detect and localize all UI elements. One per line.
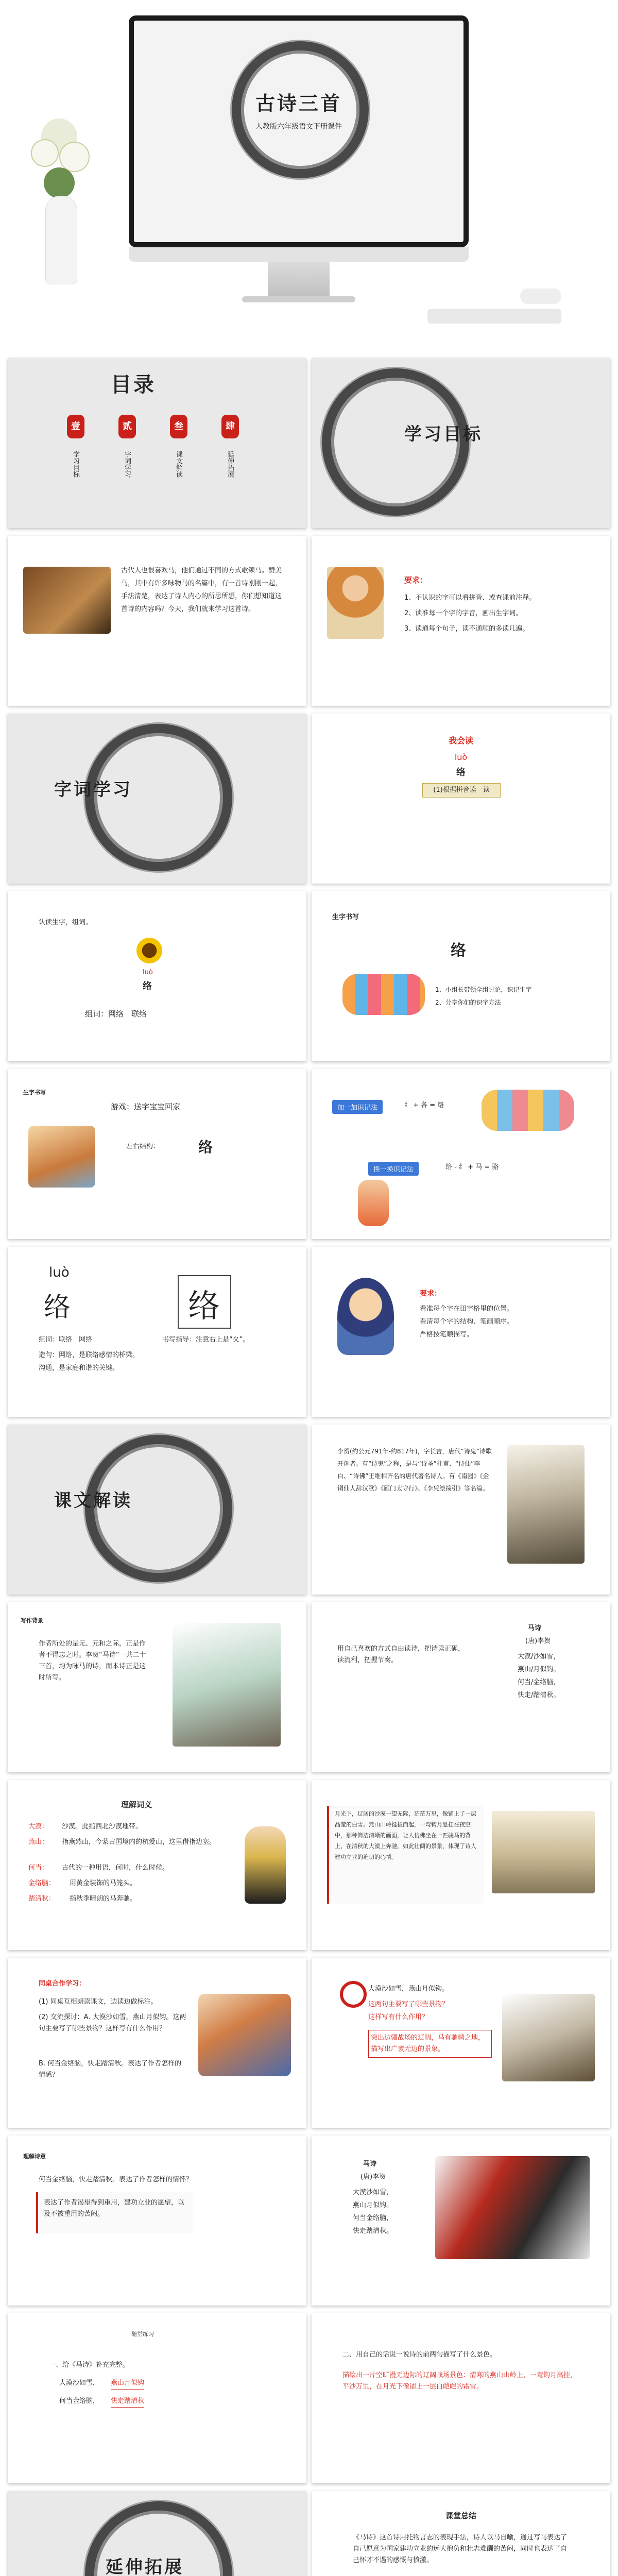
slide-tip: [312, 1247, 610, 1417]
slide-goal-section: [312, 358, 610, 528]
practice-l1b[interactable]: 燕山月似钩: [111, 2378, 144, 2389]
slide-goals: [312, 536, 610, 706]
slide-practice: [8, 2313, 306, 2483]
toc-seal-2: 贰: [118, 415, 136, 438]
game-left: 左右结构：: [126, 1143, 160, 1150]
group-head: 同桌合作学习：: [39, 1980, 86, 1988]
keyboard: [427, 309, 561, 324]
girl-image: [337, 1278, 394, 1355]
poem2-title: 马诗: [363, 2160, 377, 2168]
poem2-author: (唐)李贺: [360, 2173, 386, 2181]
word-learn-head: 我会读: [448, 736, 473, 745]
emotion-q: 何当金络脑，快走踏清秋。表达了作者怎样的情怀？: [39, 2176, 193, 2183]
method-eq-2: 络 - 纟 + 马 = 骆: [445, 1163, 499, 1171]
slide-word-card: [8, 891, 306, 1061]
group-2: (2) 交流探讨：A. 大漠沙如雪，燕山月似钩。这两句主要写了哪些景物？这样写有什么作用？: [39, 2013, 186, 2032]
question-answer: 突出边疆战场的辽阔，马有驰骋之地，描写出广袤无边的景象。: [368, 2030, 492, 2058]
slide-practice2: [312, 2313, 610, 2483]
question-line: 大漠沙如雪，燕山月似钩。: [368, 1985, 449, 1993]
poem2-line-1: 大漠沙如雪，: [353, 2189, 393, 2196]
poem-title: 马诗: [528, 1624, 542, 1632]
char-note: 书写指导：注意右上是“夂”。: [162, 1336, 250, 1344]
tip-1: 看准每个字在田字格里的位置。: [420, 1305, 514, 1313]
slide-ext-section: [8, 2491, 306, 2576]
question-ring: [340, 1981, 367, 2008]
emotion-head: 理解诗意: [23, 2153, 46, 2160]
bg-text: 作者所处的是元、元和之际，正是作者不得志之时。李贺“马诗”一共二十三首，均为咏马的诗，而本诗正是这时所写。: [39, 1640, 146, 1682]
section-title: 延伸拓展: [106, 2557, 184, 2576]
question-q2: 这样写有什么作用？: [368, 2013, 429, 2021]
section-title: 课文解读: [54, 1490, 132, 1511]
word-card-hint: 认读生字，组词。: [39, 919, 93, 926]
poet-portrait: [507, 1445, 585, 1564]
poem-line-2: 燕山/月似钩。: [518, 1666, 560, 1673]
slide-char-big: [8, 1247, 306, 1417]
cover-title: 古诗三首: [255, 92, 342, 115]
explain-k-5: 踏清秋：: [28, 1895, 56, 1903]
poem-line-3: 何当/金络脑，: [518, 1679, 560, 1686]
method-button-1[interactable]: 加一加识记法: [332, 1100, 383, 1114]
practice2-answer: 描绘出一片空旷漫无边际的辽阔战场景色：清寒的燕山山岭上，一弯钩月高挂，平沙万里，在月光下像铺上一层白皑皑的霜雪。: [342, 2371, 577, 2391]
kids-group-image: [482, 1090, 574, 1131]
sunflower-icon: [136, 938, 162, 963]
kid-image: [358, 1180, 389, 1226]
scene-text: 月光下，辽阔的沙漠一望无际，茫茫万里，像铺上了一层晶莹的白雪。燕山山岭挺拔而起，一弯钩月悬挂在夜空中，那种简洁清晰的画面，让人仿佛坐在一匹骏马的背上，在清秋的大漠上奔驰，如此壮阔的景象，体现了诗人建功立业的迫切的心情。: [335, 1810, 476, 1860]
slide-method: [312, 1069, 610, 1239]
practice-l1a: 大漠沙如雪，: [59, 2379, 100, 2387]
explain-v-1: 沙漠。此指西北沙漠地带。: [62, 1823, 143, 1831]
toc-label-1[interactable]: 学习目标: [72, 451, 79, 478]
toc-label-2[interactable]: 字词学习: [123, 451, 131, 478]
poem-intro: 用自己喜欢的方式自由读诗，把诗读正确，读流利，把握节奏。: [337, 1645, 465, 1664]
group-3: B. 何当金络脑，快走踏清秋。表达了作者怎样的情感？: [39, 2060, 182, 2079]
explain-v-5: 指秋季晴朗的马奔驰。: [70, 1895, 137, 1903]
flower-vase: [31, 118, 88, 283]
explain-k-1: 大漠：: [28, 1823, 49, 1831]
poet-text: 李贺(约公元791年-约817年)，字长吉，唐代“诗鬼”诗歌开创者。有“诗鬼”之称，是与“诗圣”杜甫、“诗仙”李白、“诗佛”王维相齐名的唐代著名诗人。有《南园》《金铜仙人辞汉歌》《雁门太守行》、《李凭箜篌引》等名篇。: [337, 1448, 492, 1492]
slide-group: [8, 1958, 306, 2128]
monitor-base: [242, 296, 355, 302]
tip-2: 看清每个字的结构、笔画顺序。: [420, 1318, 514, 1326]
char-sentence: 造句：网络，是联络感情的桥梁。: [39, 1351, 140, 1359]
slide-toc: [8, 358, 306, 528]
intro-text: 古代人也很喜欢马，他们通过不同的方式歌颂马。赞美马，其中有许多咏物马的名篇中，有一首诗刚刚一起，手法清楚，表达了诗人内心的所思所想，你们想知道这首诗的内容吗？今天，我们就来学习这首诗。: [121, 567, 282, 613]
toc-label-3[interactable]: 课文解读: [175, 451, 182, 478]
slide-background: [8, 1602, 306, 1772]
explain-head: 理解词义: [121, 1800, 152, 1809]
poem2-line-4: 快走踏清秋。: [353, 2227, 393, 2235]
bg-head: 写作背景: [21, 1617, 43, 1624]
method-eq-1: 纟 + 各 = 络: [404, 1101, 444, 1109]
write-char: 络: [451, 942, 466, 960]
practice-l2b[interactable]: 快走踏清秋: [111, 2396, 144, 2408]
explain-k-2: 燕山：: [28, 1838, 49, 1846]
word-card-char: 络: [143, 981, 152, 992]
monitor-screen: [129, 15, 469, 247]
landscape-painting: [492, 1811, 595, 1893]
word-card-words: 组词：网络 联络: [85, 1009, 147, 1019]
group-1: (1) 同桌互相朗读课文，边读边做标注。: [39, 1998, 158, 2006]
slide-emotion: [8, 2136, 306, 2306]
tip-3: 严格按笔顺描写。: [420, 1331, 474, 1338]
slide-scene: [312, 1780, 610, 1950]
char-sentence-2: 沟通，是家庭和谐的关键。: [39, 1364, 119, 1372]
cover-subtitle: 人教版六年级语文下册课件: [255, 123, 342, 131]
horses-image: [23, 567, 111, 634]
word-char: 络: [456, 767, 466, 778]
read-button[interactable]: (1)根据拼音读一读: [422, 783, 501, 798]
warrior-image: [435, 2156, 590, 2259]
warhorse-image: [502, 1994, 595, 2081]
poem2-line-3: 何当金络脑，: [353, 2214, 393, 2222]
char-words: 组词：联络 网络: [39, 1336, 93, 1344]
explain-k-3: 何当：: [28, 1864, 49, 1872]
poem-author: (唐)李贺: [525, 1637, 551, 1645]
practice-head: 随堂练习: [131, 2331, 154, 2337]
toc-seal-3: 叁: [170, 415, 187, 438]
goal-3: 3、读通每个句子，读不通顺的多读几遍。: [404, 625, 529, 633]
game-title: 游戏：送字宝宝回家: [111, 1102, 181, 1111]
section-title: 字词学习: [54, 779, 132, 800]
slide-poem: [312, 1602, 610, 1772]
slide-text-section: [8, 1425, 306, 1595]
game-tag: 生字书写: [23, 1089, 46, 1096]
summary-text: 《马诗》这首诗用托物言志的表现手法，诗人以马自喻，通过写马表达了自己愿意为国家建功立业的远大抱负和壮志难酬的苦闷，同时也表达了自己怀才不遇的感慨与愤激。: [353, 2534, 568, 2564]
slide-summary: [312, 2491, 610, 2576]
poem-line-4: 快走/踏清秋。: [518, 1691, 560, 1699]
slide-word-learn: [312, 714, 610, 884]
poem-line-1: 大漠/沙如雪，: [518, 1653, 560, 1660]
explain-v-4: 用黄金装饰的马笼头。: [70, 1879, 137, 1887]
scholar-image: [245, 1826, 286, 1904]
word-pinyin: luò: [454, 752, 468, 762]
goals-label: 要求：: [404, 575, 428, 585]
slide-intro: [8, 536, 306, 706]
slide-game: [8, 1069, 306, 1239]
practice-q1: 一、给《马诗》补充完整。: [49, 2361, 130, 2369]
slide-poem2: [312, 2136, 610, 2306]
slide-explain: [8, 1780, 306, 1950]
poem2-line-2: 燕山月似钩。: [353, 2201, 393, 2209]
toc-seal-4: 肆: [221, 415, 239, 438]
goal-1: 1、不认识的字可以看拼音、或查课前注释。: [404, 594, 536, 602]
write-item-2: 2、分享你们的识字方法: [435, 999, 501, 1006]
reading-child-image: [327, 567, 384, 639]
char-print: 络: [44, 1292, 71, 1323]
toc-title: 目录: [111, 373, 156, 397]
explain-k-4: 金络脑：: [28, 1879, 56, 1887]
write-item-1: 1、小组长带领全组讨论，识记生字: [435, 986, 532, 993]
slide-write: [312, 891, 610, 1061]
kids-image: [342, 974, 425, 1015]
toc-seal-1: 壹: [67, 415, 84, 438]
method-button-2[interactable]: 换一换识记法: [368, 1162, 419, 1176]
slide-question: [312, 1958, 610, 2128]
explain-v-2: 指燕然山，今蒙古国境内的杭爱山，这里借指边塞。: [62, 1838, 216, 1846]
horse-painting: [173, 1623, 281, 1747]
game-char: 络: [198, 1139, 213, 1156]
slide-poet: [312, 1425, 610, 1595]
families-image: [28, 1126, 95, 1188]
emotion-answer: 表达了作者渴望得到重用，建功立业的愿望，以及不被重用的苦闷。: [44, 2199, 185, 2218]
students-image: [198, 1994, 291, 2076]
write-head: 生字书写: [332, 913, 359, 921]
char-pinyin: luò: [49, 1265, 70, 1280]
goal-2: 2、读准每一个字的字音，画出生字词。: [404, 609, 523, 617]
section-title: 学习目标: [404, 424, 483, 445]
cover-preview: [0, 0, 618, 350]
char-kai: 络: [188, 1287, 220, 1325]
monitor-chin: [129, 247, 469, 262]
explain-v-3: 古代的一种用语，何时，什么时候。: [62, 1864, 169, 1872]
summary-head: 课堂总结: [445, 2511, 476, 2520]
tip-label: 要求：: [420, 1290, 441, 1298]
monitor-stand: [268, 262, 330, 298]
practice-l2a: 何当金络脑，: [59, 2397, 100, 2405]
question-q: 这两句主要写了哪些景物？: [368, 2001, 449, 2008]
toc-label-4[interactable]: 延伸拓展: [226, 451, 234, 478]
word-card-pinyin: luò: [143, 969, 153, 976]
slide-words-section: [8, 714, 306, 884]
mouse: [520, 289, 561, 304]
practice2-q: 二、用自己的话说一说诗的前两句描写了什么景色。: [342, 2351, 497, 2359]
